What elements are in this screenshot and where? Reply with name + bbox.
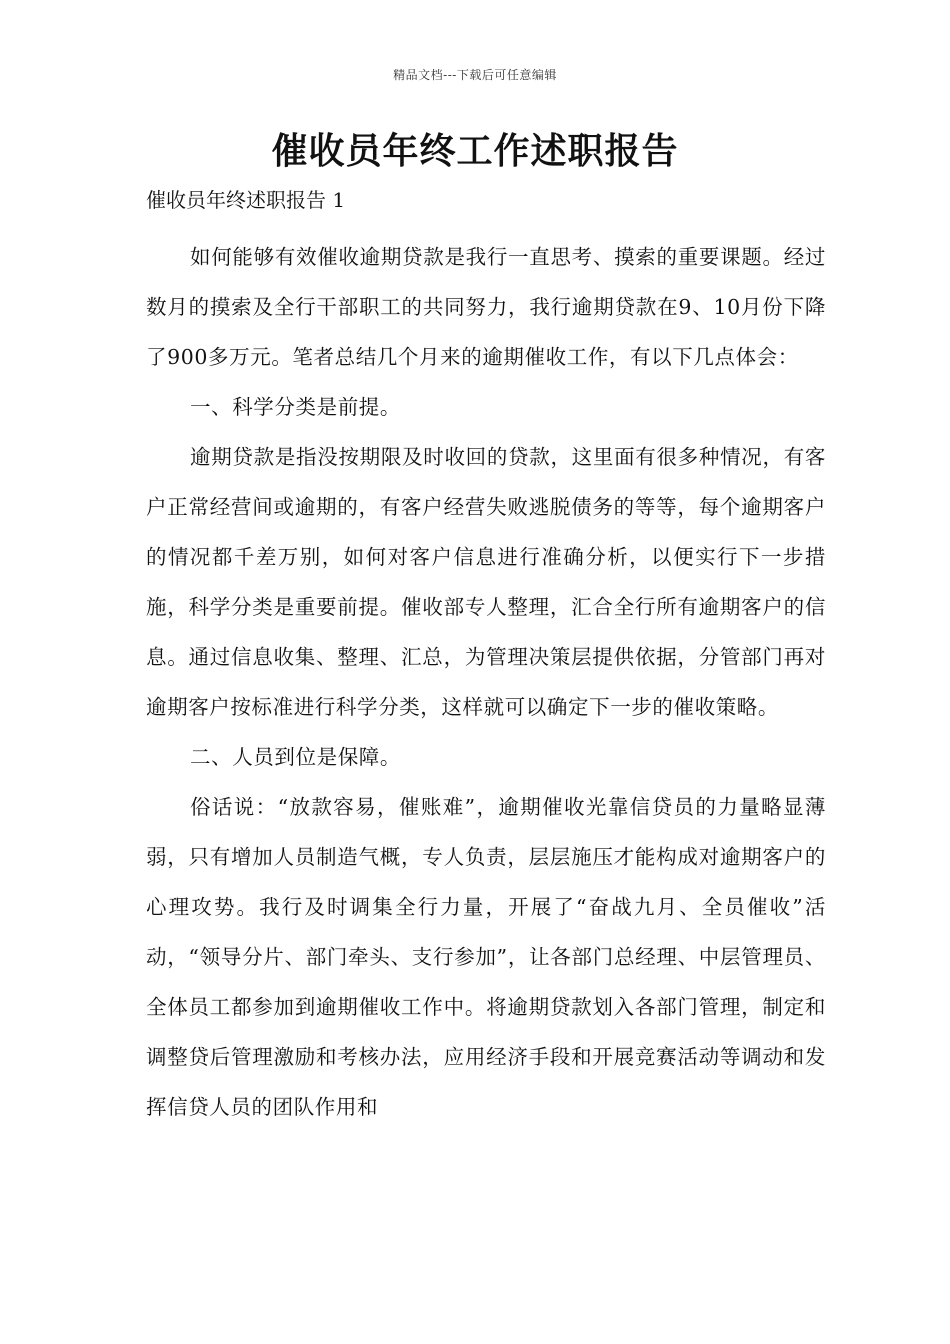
document-subtitle: 催收员年终述职报告 1 [146, 188, 346, 212]
paragraph-intro: 如何能够有效催收逾期贷款是我行一直思考、摸索的重要课题。经过数月的摸索及全行干部职工的共同努力，我行逾期贷款在9、10月份下降了900多万元。笔者总结几个月来的逾期催收工作，有以下几点体会： [146, 245, 826, 369]
paragraph-staffing: 俗话说：“放款容易，催账难”，逾期催收光靠信贷员的力量略显薄弱，只有增加人员制造气概，专人负责，层层施压才能构成对逾期客户的心理攻势。我行及时调集全行力量，开展了“奋战九月、全员催收”活动，“领导分片、部门牵头、支行参加”，让各部门总经理、中层管理员、全体员工都参加到逾期催收工作中。将逾期贷款划入各部门管理，制定和调整贷后管理激励和考核办法，应用经济手段和开展竞赛活动等调动和发挥信贷人员的团队作用和 [146, 795, 826, 1119]
paragraph-classification: 逾期贷款是指没按期限及时收回的贷款，这里面有很多种情况，有客户正常经营间或逾期的，有客户经营失败逃脱债务的等等，每个逾期客户的情况都千差万别，如何对客户信息进行准确分析，以便实行下一步措施，科学分类是重要前提。催收部专人整理，汇合全行所有逾期客户的信息。通过信息收集、整理、汇总，为管理决策层提供依据，分管部门再对逾期客户按标准进行科学分类，这样就可以确定下一步的催收策略。 [146, 445, 826, 719]
header-note: 精品文档---下载后可任意编辑 [393, 68, 557, 82]
document-title: 催收员年终工作述职报告 [271, 131, 679, 172]
document-body [146, 232, 826, 1132]
section-heading-1: 一、科学分类是前提。 [190, 395, 401, 419]
section-heading-2: 二、人员到位是保障。 [190, 745, 401, 769]
